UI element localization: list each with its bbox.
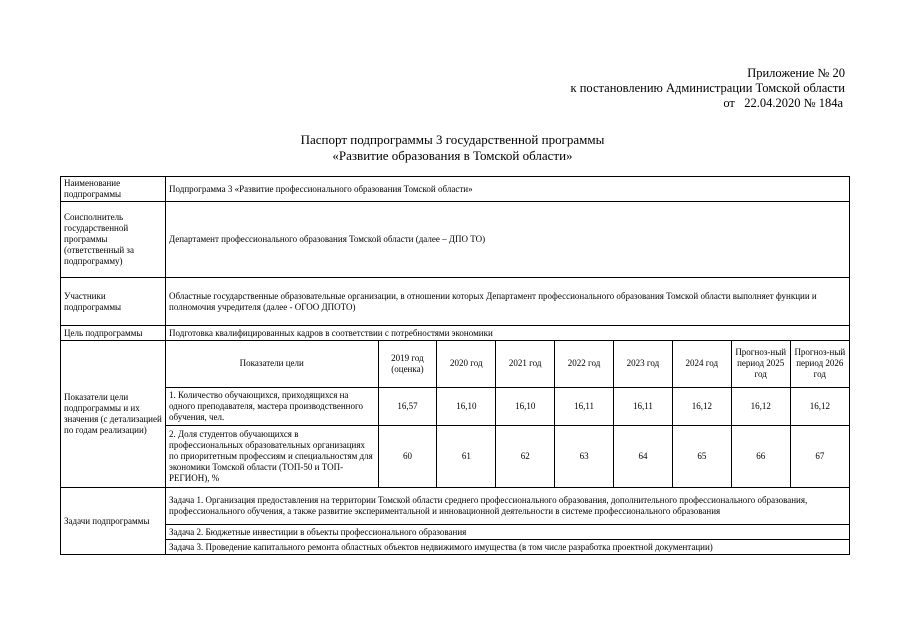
indicators-header: 2019 год (оценка) <box>378 341 437 387</box>
row-task-3 <box>61 540 850 555</box>
indicators-header: Показатели цели <box>166 341 378 387</box>
indicators-header-row <box>166 341 849 387</box>
indicator-row <box>166 425 849 487</box>
indicator-value: 16,12 <box>731 387 790 425</box>
appendix-number: Приложение № 20 <box>747 66 845 80</box>
row-coexecutor <box>61 202 850 278</box>
passport-table <box>60 176 850 555</box>
indicator-name: 1. Количество обучающихся, приходящихся на одного преподавателя, мастера производственного обучения, чел. <box>166 387 378 425</box>
task-item: Задача 2. Бюджетные инвестиции в объекты профессионального образования <box>166 525 850 540</box>
indicator-value: 61 <box>437 425 496 487</box>
indicators-header: Прогноз-ный период 2025 год <box>731 341 790 387</box>
indicators-header: 2022 год <box>555 341 614 387</box>
row-name-label: Наименование подпрограммы <box>61 177 166 202</box>
indicators-header: 2020 год <box>437 341 496 387</box>
indicators-header: 2024 год <box>672 341 731 387</box>
row-task-1 <box>61 488 850 525</box>
indicator-value: 67 <box>790 425 849 487</box>
row-tasks-label: Задачи подпрограммы <box>61 488 166 555</box>
title-line-1: Паспорт подпрограммы 3 государственной программы <box>300 132 605 147</box>
indicator-value: 62 <box>496 425 555 487</box>
row-participants-value: Областные государственные образовательные организации, в отношении которых Департамент профессионального образования Томской области выполняет функции и полномочия учредителя (далее - ОГОО ДПОТО) <box>166 278 850 326</box>
indicator-value: 16,12 <box>672 387 731 425</box>
row-name-value: Подпрограмма 3 «Развитие профессионального образования Томской области» <box>166 177 850 202</box>
indicator-row <box>166 387 849 425</box>
row-participants-label: Участники подпрограммы <box>61 278 166 326</box>
indicators-table <box>166 341 849 487</box>
indicator-value: 60 <box>378 425 437 487</box>
row-goal-label: Цель подпрограммы <box>61 326 166 341</box>
indicator-value: 16,57 <box>378 387 437 425</box>
indicator-value: 66 <box>731 425 790 487</box>
row-participants <box>61 278 850 326</box>
indicator-name: 2. Доля студентов обучающихся в профессиональных образовательных организациях по приоритетным профессиям и специальностям для экономики Томской области (ТОП-50 и ТОП-РЕГИОН), % <box>166 425 378 487</box>
task-item: Задача 3. Проведение капитального ремонта областных объектов недвижимого имущества (в том числе разработка проектной документации) <box>166 540 850 555</box>
row-name <box>61 177 850 202</box>
indicator-value: 65 <box>672 425 731 487</box>
row-task-2 <box>61 525 850 540</box>
appendix-header <box>571 66 845 111</box>
row-indicators-label: Показатели цели подпрограммы и их значения (с детализацией по годам реализации) <box>61 341 166 488</box>
indicators-header: Прогноз-ный период 2026 год <box>790 341 849 387</box>
indicator-value: 16,10 <box>437 387 496 425</box>
indicator-value: 16,11 <box>614 387 673 425</box>
title-line-2: «Развитие образования в Томской области» <box>332 148 573 163</box>
indicators-header: 2023 год <box>614 341 673 387</box>
row-coexecutor-label: Соисполнитель государственной программы (ответственный за подпрограмму) <box>61 202 166 278</box>
row-goal <box>61 326 850 341</box>
indicator-value: 16,10 <box>496 387 555 425</box>
indicator-value: 64 <box>614 425 673 487</box>
row-coexecutor-value: Департамент профессионального образования Томской области (далее – ДПО ТО) <box>166 202 850 278</box>
indicators-header: 2021 год <box>496 341 555 387</box>
indicator-value: 63 <box>555 425 614 487</box>
indicators-cell <box>166 341 850 488</box>
task-item: Задача 1. Организация предоставления на территории Томской области среднего профессионального образования, дополнительного профессионального образования, профессионального обучения, а также развитие экспериментальной и инновационной деятельности в системе профессионального образования <box>166 488 850 525</box>
appendix-date: от 22.04.2020 № 184а <box>723 96 843 110</box>
indicator-value: 16,12 <box>790 387 849 425</box>
document-title <box>0 132 905 164</box>
row-goal-value: Подготовка квалифицированных кадров в соответствии с потребностями экономики <box>166 326 850 341</box>
appendix-decree: к постановлению Администрации Томской области <box>570 81 845 95</box>
row-indicators <box>61 341 850 488</box>
indicator-value: 16,11 <box>555 387 614 425</box>
